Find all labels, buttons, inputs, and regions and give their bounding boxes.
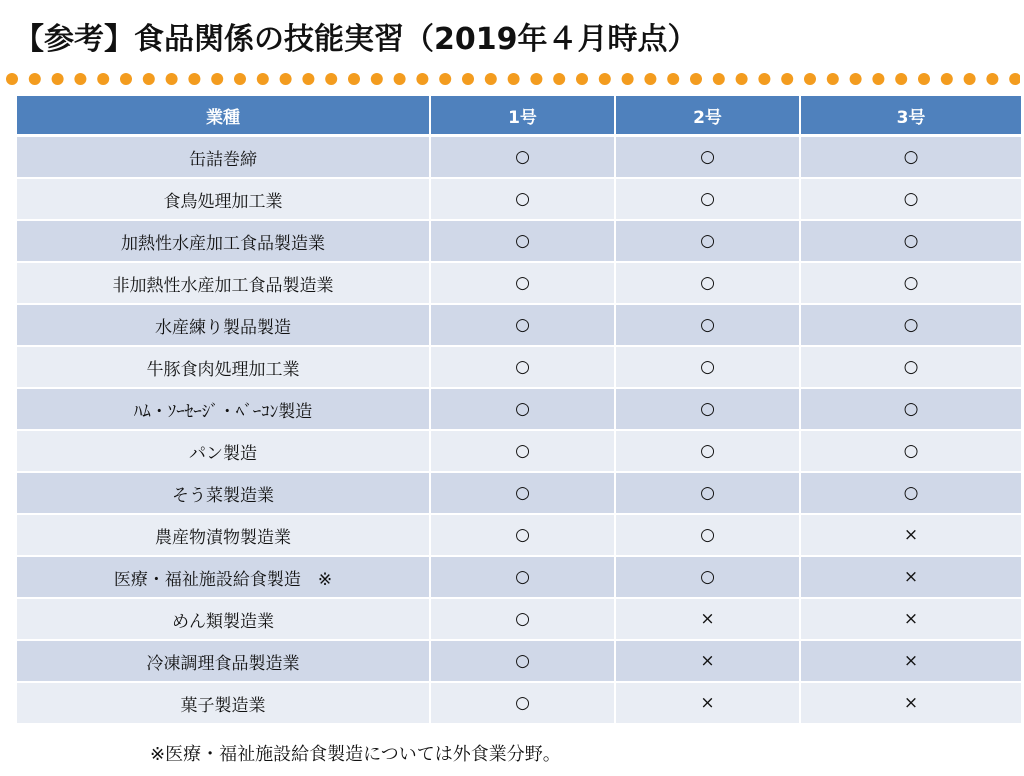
grade-2-mark: ○: [615, 346, 800, 388]
grade-2-mark: ○: [615, 556, 800, 598]
grade-1-mark: ○: [430, 346, 615, 388]
grade-2-mark: ○: [615, 514, 800, 556]
grade-2-mark: ○: [615, 136, 800, 179]
border-dot: [371, 73, 383, 85]
grade-2-mark: ○: [615, 262, 800, 304]
industry-cell: 医療・福祉施設給食製造 ※: [17, 556, 430, 598]
border-dot: [553, 73, 565, 85]
table-row: [17, 304, 1021, 346]
grade-3-mark: ×: [800, 640, 1021, 682]
header-grade-1: 1号: [430, 96, 615, 136]
header-grade-3: 3号: [800, 96, 1021, 136]
border-dot: [439, 73, 451, 85]
border-dot: [120, 73, 132, 85]
border-dot: [143, 73, 155, 85]
border-dot: [781, 73, 793, 85]
table-row: [17, 262, 1021, 304]
table-row: [17, 472, 1021, 514]
grade-1-mark: ○: [430, 136, 615, 179]
border-dot: [576, 73, 588, 85]
industry-cell: 非加熱性水産加工食品製造業: [17, 262, 430, 304]
industry-cell: 牛豚食肉処理加工業: [17, 346, 430, 388]
grade-3-mark: ×: [800, 514, 1021, 556]
decorative-dot-border: [4, 70, 1020, 88]
border-dot: [280, 73, 292, 85]
border-dot: [895, 73, 907, 85]
skills-training-table: [17, 96, 1021, 725]
border-dot: [97, 73, 109, 85]
table-row: [17, 640, 1021, 682]
grade-2-mark: ×: [615, 682, 800, 724]
border-dot: [713, 73, 725, 85]
table-row: [17, 220, 1021, 262]
industry-cell: パン製造: [17, 430, 430, 472]
grade-2-mark: ○: [615, 178, 800, 220]
grade-1-mark: ○: [430, 178, 615, 220]
table-row: [17, 598, 1021, 640]
grade-1-mark: ○: [430, 640, 615, 682]
grade-3-mark: ×: [800, 598, 1021, 640]
industry-cell: そう菜製造業: [17, 472, 430, 514]
grade-3-mark: ○: [800, 472, 1021, 514]
border-dot: [166, 73, 178, 85]
border-dot: [188, 73, 200, 85]
grade-2-mark: ×: [615, 598, 800, 640]
border-dot: [804, 73, 816, 85]
border-dot: [234, 73, 246, 85]
grade-2-mark: ○: [615, 430, 800, 472]
grade-3-mark: ×: [800, 682, 1021, 724]
grade-1-mark: ○: [430, 304, 615, 346]
border-dot: [485, 73, 497, 85]
grade-1-mark: ○: [430, 430, 615, 472]
grade-2-mark: ×: [615, 640, 800, 682]
footnote: ※医療・福祉施設給食製造については外食業分野。: [150, 744, 561, 765]
border-dot: [850, 73, 862, 85]
grade-3-mark: ○: [800, 388, 1021, 430]
grade-1-mark: ○: [430, 556, 615, 598]
border-dot: [348, 73, 360, 85]
grade-3-mark: ○: [800, 346, 1021, 388]
grade-3-mark: ○: [800, 262, 1021, 304]
border-dot: [508, 73, 520, 85]
border-dot: [667, 73, 679, 85]
border-dot: [257, 73, 269, 85]
border-dot: [690, 73, 702, 85]
border-dot: [941, 73, 953, 85]
grade-2-mark: ○: [615, 304, 800, 346]
grade-2-mark: ○: [615, 472, 800, 514]
grade-3-mark: ○: [800, 304, 1021, 346]
border-dot: [736, 73, 748, 85]
border-dot: [964, 73, 976, 85]
table-row: [17, 556, 1021, 598]
grade-1-mark: ○: [430, 388, 615, 430]
industry-cell: めん類製造業: [17, 598, 430, 640]
table-row: [17, 430, 1021, 472]
border-dot: [462, 73, 474, 85]
industry-cell: 缶詰巻締: [17, 136, 430, 179]
border-dot: [394, 73, 406, 85]
border-dot: [325, 73, 337, 85]
industry-cell: 菓子製造業: [17, 682, 430, 724]
border-dot: [6, 73, 18, 85]
table-row: [17, 514, 1021, 556]
table-row: [17, 388, 1021, 430]
industry-cell: 水産練り製品製造: [17, 304, 430, 346]
grade-1-mark: ○: [430, 472, 615, 514]
border-dot: [918, 73, 930, 85]
table-row: [17, 346, 1021, 388]
border-dot: [302, 73, 314, 85]
table-row: [17, 178, 1021, 220]
table-header-row: [17, 96, 1021, 136]
border-dot: [29, 73, 41, 85]
industry-cell: 冷凍調理食品製造業: [17, 640, 430, 682]
grade-3-mark: ○: [800, 430, 1021, 472]
page-title: 【参考】食品関係の技能実習（2019年４月時点）: [14, 22, 698, 57]
grade-2-mark: ○: [615, 220, 800, 262]
border-dot: [530, 73, 542, 85]
table-row: [17, 682, 1021, 724]
industry-cell: ﾊﾑ・ｿｰｾｰｼﾞ・ﾍﾞｰｺﾝ製造: [17, 388, 430, 430]
grade-3-mark: ○: [800, 136, 1021, 179]
grade-1-mark: ○: [430, 682, 615, 724]
border-dot: [872, 73, 884, 85]
border-dot: [1009, 73, 1020, 85]
grade-3-mark: ○: [800, 220, 1021, 262]
grade-3-mark: ○: [800, 178, 1021, 220]
grade-2-mark: ○: [615, 388, 800, 430]
grade-1-mark: ○: [430, 220, 615, 262]
grade-1-mark: ○: [430, 514, 615, 556]
border-dot: [827, 73, 839, 85]
border-dot: [644, 73, 656, 85]
border-dot: [211, 73, 223, 85]
industry-cell: 農産物漬物製造業: [17, 514, 430, 556]
border-dot: [599, 73, 611, 85]
grade-3-mark: ×: [800, 556, 1021, 598]
header-industry: 業種: [17, 96, 430, 136]
border-dot: [74, 73, 86, 85]
grade-1-mark: ○: [430, 598, 615, 640]
border-dot: [622, 73, 634, 85]
industry-cell: 食鳥処理加工業: [17, 178, 430, 220]
industry-cell: 加熱性水産加工食品製造業: [17, 220, 430, 262]
header-grade-2: 2号: [615, 96, 800, 136]
border-dot: [986, 73, 998, 85]
border-dot: [416, 73, 428, 85]
border-dot: [52, 73, 64, 85]
table-row: [17, 136, 1021, 179]
grade-1-mark: ○: [430, 262, 615, 304]
border-dot: [758, 73, 770, 85]
